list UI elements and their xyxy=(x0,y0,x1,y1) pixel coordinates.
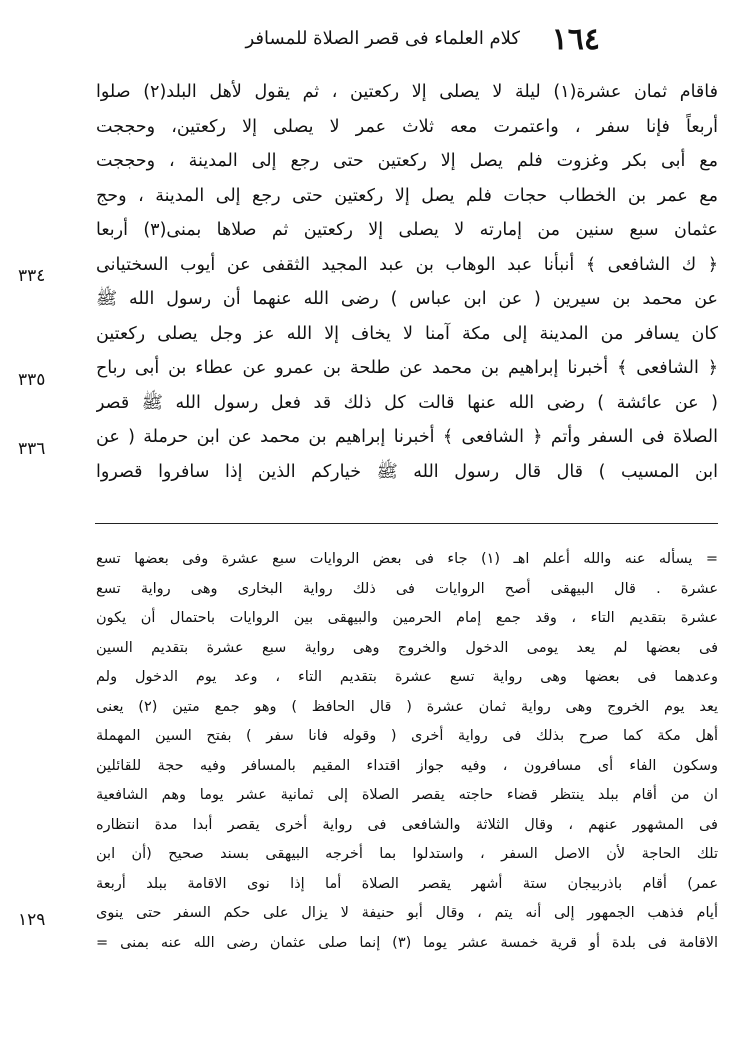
footnote-line: فى المشهور عنهم ، وقال الثلاثة والشافعى فى رواية أخرى يقصر أبدا مدة انتظاره xyxy=(96,816,718,833)
text-line: عثمان سبع سنين من إمارته لا يصلى إلا ركعتين ثم صلاها بمنى(٣) أربعا xyxy=(96,220,718,240)
text-line: عن محمد بن سيرين ( عن ابن عباس ) رضى الله عنهما أن رسول الله ﷺ xyxy=(96,289,718,309)
text-line: الصلاة فى السفر وأتم ﴿ الشافعى ﴾ أخبرنا إبراهيم بن محمد عن ابن حرملة ( عن xyxy=(96,427,718,447)
footnote-line: = يسأله عنه والله أعلم اهـ (١) جاء فى بعض الروايات سبع عشرة وفى بعضها تسع xyxy=(96,551,718,567)
text-line: ابن المسيب ) قال قال رسول الله ﷺ خياركم الذين إذا سافروا قصروا xyxy=(96,461,718,482)
hadith-number: ٣٣٤ xyxy=(18,266,46,286)
footnote-line: يعد يوم الخروج وهى رواية ثمان عشرة ( قال الحافظ ) وهو جمع متين (٢) يعنى xyxy=(96,698,718,715)
footnote-line: فى بعضها لم يعد يومى الدخول والخروج وهى رواية سبع عشرة بتقديم السين xyxy=(96,639,718,656)
footnotes xyxy=(96,545,718,958)
footnote-line: عشرة . قال البيهقى أصح الروايات فى ذلك رواية البخارى وهى رواية تسع xyxy=(96,580,718,597)
hadith-number: ٣٣٦ xyxy=(18,439,46,459)
text-line: أربعاً فإنا سفر ، واعتمرت معه ثلاث عمر لا يصلى إلا ركعتين، وحججت xyxy=(96,116,718,137)
page-header xyxy=(150,18,600,62)
footnote-divider xyxy=(95,523,718,524)
text-line: ( عن عائشة ) رضى الله عنها قالت كل ذلك قد فعل رسول الله ﷺ قصر xyxy=(96,392,718,413)
page-number: ١٦٤ xyxy=(551,22,600,57)
running-title: كلام العلماء فى قصر الصلاة للمسافر xyxy=(245,28,520,49)
footnote-line: أيام فذهب الجمهور إلى أنه يتم ، وقال أبو حنيفة لا يزال على حكم السفر حتى ينوى xyxy=(96,905,718,921)
footnote-line: عشرة بتقديم التاء ، وقد جمع إمام الحرمين والبيهقى بين الروايات باحتمال أن يكون xyxy=(96,610,718,626)
main-text xyxy=(96,75,718,489)
footnote-line: الاقامة فى بلدة أو قرية خمسة عشر يوما (٣) إنما صلى عثمان رضى الله عنه بمنى = xyxy=(96,934,718,951)
text-line: كان يسافر من المدينة إلى مكة آمنا لا يخاف إلا الله عز وجل يصلى ركعتين xyxy=(96,323,718,344)
text-line: مع عمر بن الخطاب حجات فلم يصل إلا ركعتين حتى رجع إلى المدينة ، وحج xyxy=(96,185,718,206)
text-line: ﴿ الشافعى ﴾ أخبرنا إبراهيم بن محمد عن طلحة بن عمرو عن عطاء بن أبى رباح xyxy=(96,358,718,378)
text-line: مع أبى بكر وغزوت فلم يصل إلا ركعتين حتى رجع إلى المدينة ، وحججت xyxy=(96,151,718,171)
footnote-line: تلك الحاجة لأن الاصل السفر ، واستدلوا بما أخرجه البيهقى بسند صحيح (أن ابن xyxy=(96,846,718,862)
footnote-line: وعدهما فى بعضها وهى رواية تسع عشرة بتقديم التاء ، وعد يوم الدخول ولم xyxy=(96,669,718,685)
footnote-line: وسكون الفاء أى مسافرون ، وفيه جواز اقتداء المقيم بالمسافر وفيه حجة للقائلين xyxy=(96,757,718,774)
footnote-line: أهل مكة كما صرح بذلك فى رواية أخرى ( وقوله فانا سفر ) بفتح السين المهملة xyxy=(96,728,718,744)
footnote-margin-number: ١٢٩ xyxy=(18,910,46,930)
text-line: فاقام ثمان عشرة(١) ليلة لا يصلى إلا ركعتين ، ثم يقول لأهل البلد(٢) صلوا xyxy=(96,82,718,102)
footnote-line: ان من أقام ببلد ينتظر قضاء حاجته يقصر الصلاة إلى ثمانية عشر يوما وهم الشافعية xyxy=(96,787,718,803)
footnote-line: عمر) أقام باذربيجان ستة أشهر يقصر الصلاة أما إذا نوى الاقامة ببلد أربعة xyxy=(96,875,718,892)
text-line: ﴿ ك الشافعى ﴾ أنبأنا عبد الوهاب بن عبد المجيد الثقفى عن أيوب السختيانى xyxy=(96,254,718,275)
hadith-number: ٣٣٥ xyxy=(18,370,46,390)
